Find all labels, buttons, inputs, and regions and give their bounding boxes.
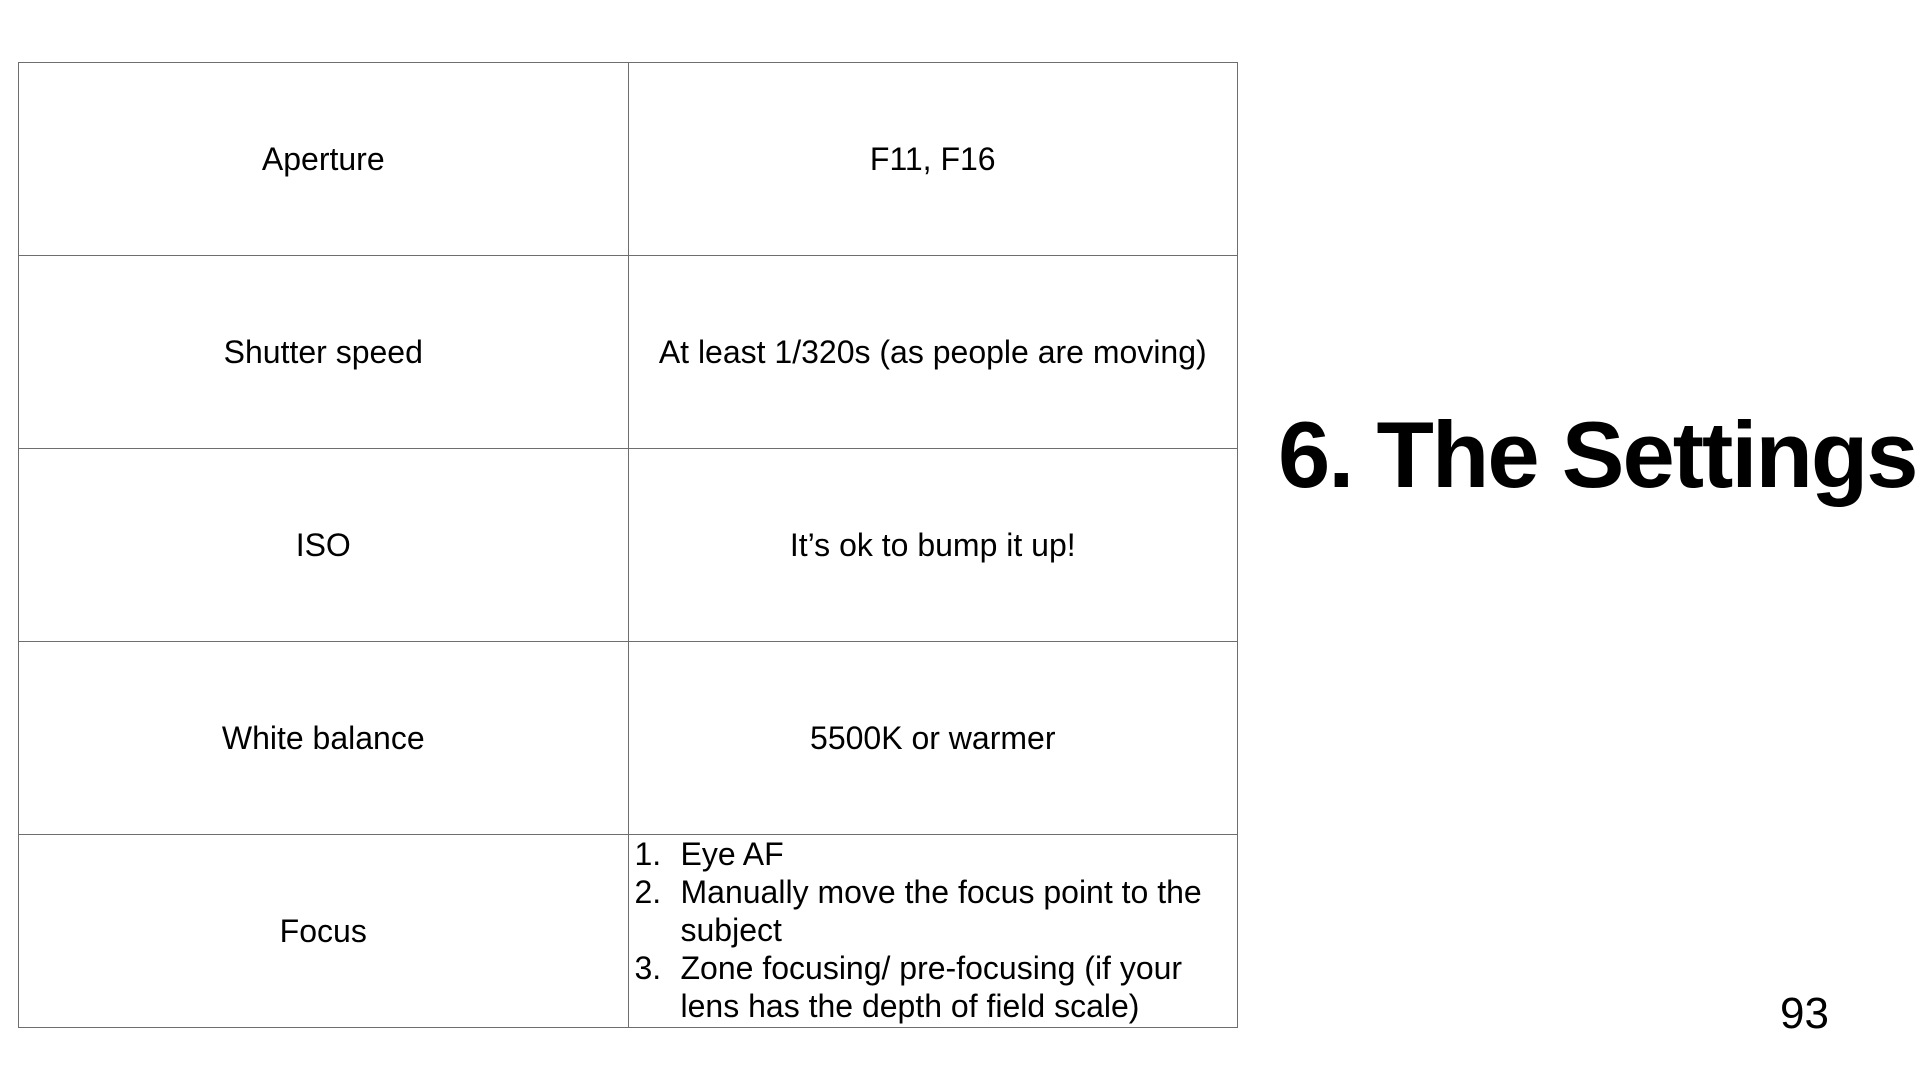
page-number: 93	[1780, 989, 1829, 1038]
table-row	[19, 63, 1238, 256]
setting-name-white-balance: White balance	[19, 642, 629, 835]
list-item-number: 2.	[634, 874, 662, 910]
setting-name-iso: ISO	[19, 449, 629, 642]
table-row	[19, 449, 1238, 642]
setting-name-focus: Focus	[19, 835, 629, 1028]
list-item-text: Zone focusing/ pre-focusing (if your lens has the depth of field scale)	[680, 950, 1183, 1024]
list-item-text: Manually move the focus point to the subject	[680, 874, 1202, 948]
settings-table	[18, 62, 1238, 1028]
setting-name-aperture: Aperture	[19, 63, 629, 256]
table-row	[19, 642, 1238, 835]
setting-value-shutter-speed: At least 1/320s (as people are moving)	[628, 256, 1238, 449]
table-row	[19, 256, 1238, 449]
list-item-number: 3.	[634, 950, 662, 986]
list-item-text: Eye AF	[680, 836, 784, 872]
list-item	[629, 949, 1238, 1025]
list-item	[629, 835, 1238, 873]
slide-title: 6. The Settings	[1278, 402, 1917, 507]
list-item-number: 1.	[634, 836, 662, 872]
setting-value-aperture: F11, F16	[628, 63, 1238, 256]
table-row	[19, 835, 1238, 1028]
setting-value-iso: It’s ok to bump it up!	[628, 449, 1238, 642]
setting-name-shutter-speed: Shutter speed	[19, 256, 629, 449]
setting-value-focus	[628, 835, 1238, 1028]
list-item	[629, 873, 1238, 949]
focus-methods-list	[629, 835, 1238, 1025]
setting-value-white-balance: 5500K or warmer	[628, 642, 1238, 835]
